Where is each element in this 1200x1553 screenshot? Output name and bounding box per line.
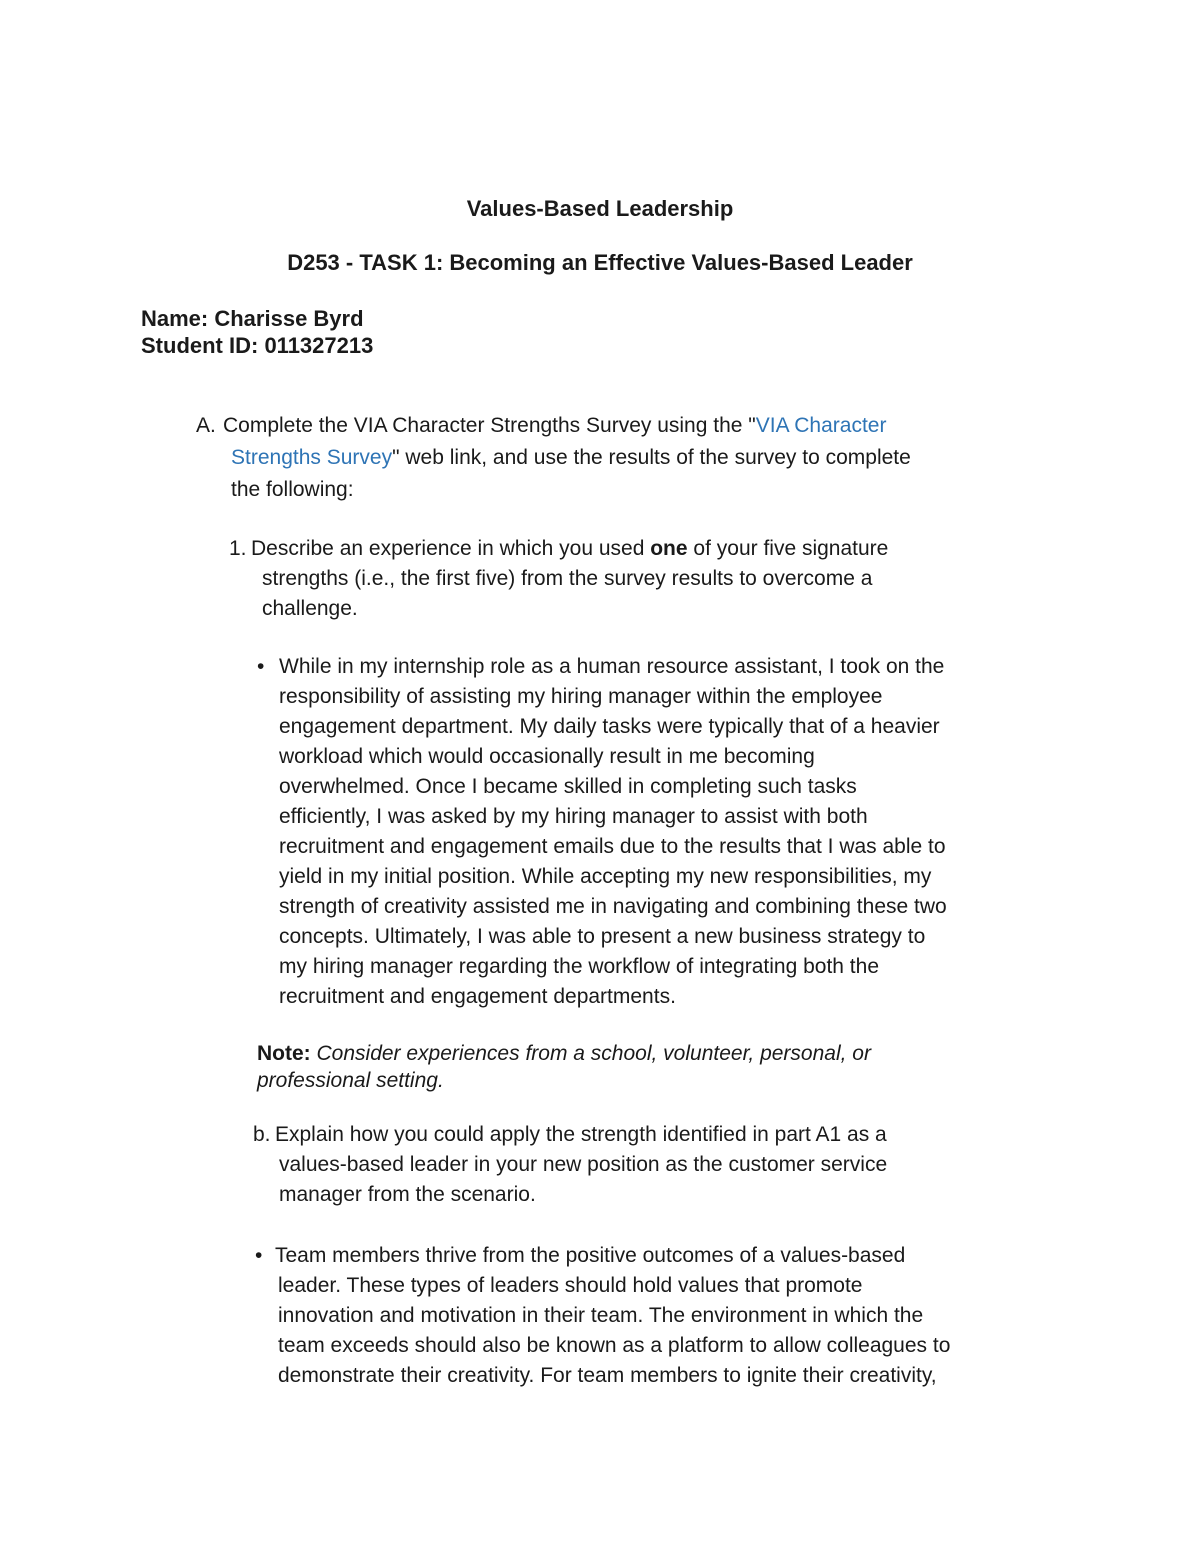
via-survey-link-part-1[interactable]: VIA Character xyxy=(755,414,887,437)
answer-1-line: my hiring manager regarding the workflow of integrating both the xyxy=(279,955,879,978)
answer-1-line: engagement department. My daily tasks were typically that of a heavier xyxy=(279,715,940,738)
student-id-line xyxy=(141,332,373,359)
answer-1-line: yield in my initial position. While accepting my new responsibilities, my xyxy=(279,865,932,888)
section-a-marker: A. xyxy=(196,414,216,437)
answer-1-paragraph xyxy=(279,652,1039,1012)
document-title: Values-Based Leadership xyxy=(466,196,734,221)
answer-1-line: recruitment and engagement emails due to the results that I was able to xyxy=(279,835,946,858)
section-a-text: Complete the VIA Character Strengths Survey using the " xyxy=(223,414,756,437)
section-a-line-2 xyxy=(231,443,911,473)
student-id-value: 011327213 xyxy=(264,333,374,358)
document-subtitle: D253 - TASK 1: Becoming an Effective Values-Based Leader xyxy=(287,250,913,275)
answer-b-line: leader. These types of leaders should hold values that promote xyxy=(278,1274,863,1297)
note-label: Note: xyxy=(257,1042,311,1065)
section-a-line-3: the following: xyxy=(231,478,354,501)
answer-1-bullet: • xyxy=(257,655,265,678)
via-survey-link-part-2[interactable]: Strengths Survey xyxy=(231,446,393,469)
answer-1-line: concepts. Ultimately, I was able to present a new business strategy to xyxy=(279,925,926,948)
answer-b-bullet: • xyxy=(255,1244,263,1267)
note-line-1 xyxy=(257,1040,871,1067)
student-name-line xyxy=(141,305,364,332)
answer-b-line: demonstrate their creativity. For team members to ignite their creativity, xyxy=(278,1364,937,1387)
answer-b-line: team exceeds should also be known as a platform to allow colleagues to xyxy=(278,1334,951,1357)
section-a-line-1 xyxy=(223,411,886,441)
answer-1-line: strength of creativity assisted me in navigating and combining these two xyxy=(279,895,947,918)
student-id-label: Student ID: xyxy=(141,333,265,358)
item-b-marker: b. xyxy=(253,1123,271,1146)
item-1-text-before: Describe an experience in which you used xyxy=(251,537,651,560)
note-text: Consider experiences from a school, volunteer, personal, or xyxy=(310,1042,871,1065)
item-b-line-1: Explain how you could apply the strength identified in part A1 as a xyxy=(275,1123,887,1146)
name-value: Charisse Byrd xyxy=(214,306,364,331)
answer-1-line: While in my internship role as a human resource assistant, I took on the xyxy=(279,655,945,678)
section-a-line-2-text: " web link, and use the results of the survey to complete xyxy=(392,446,911,469)
item-1-text-after: of your five signature xyxy=(687,537,889,560)
answer-b-line: Team members thrive from the positive outcomes of a values-based xyxy=(275,1244,906,1267)
item-1-marker: 1. xyxy=(229,537,247,560)
name-label: Name: xyxy=(141,306,215,331)
answer-b-paragraph xyxy=(275,1241,1035,1391)
item-1-line-3: challenge. xyxy=(262,597,358,620)
item-1-line-1 xyxy=(251,534,888,564)
answer-b-line: innovation and motivation in their team. The environment in which the xyxy=(278,1304,924,1327)
note-line-2: professional setting. xyxy=(257,1069,444,1092)
answer-1-line: responsibility of assisting my hiring manager within the employee xyxy=(279,685,883,708)
answer-1-line: overwhelmed. Once I became skilled in completing such tasks xyxy=(279,775,857,798)
item-b-line-3: manager from the scenario. xyxy=(279,1183,536,1206)
item-1-line-2: strengths (i.e., the first five) from the survey results to overcome a xyxy=(262,567,873,590)
item-b-line-2: values-based leader in your new position as the customer service xyxy=(279,1153,888,1176)
answer-1-line: workload which would occasionally result in me becoming xyxy=(279,745,815,768)
answer-1-line: recruitment and engagement departments. xyxy=(279,985,676,1008)
answer-1-line: efficiently, I was asked by my hiring manager to assist with both xyxy=(279,805,868,828)
item-1-emphasis: one xyxy=(650,537,688,560)
